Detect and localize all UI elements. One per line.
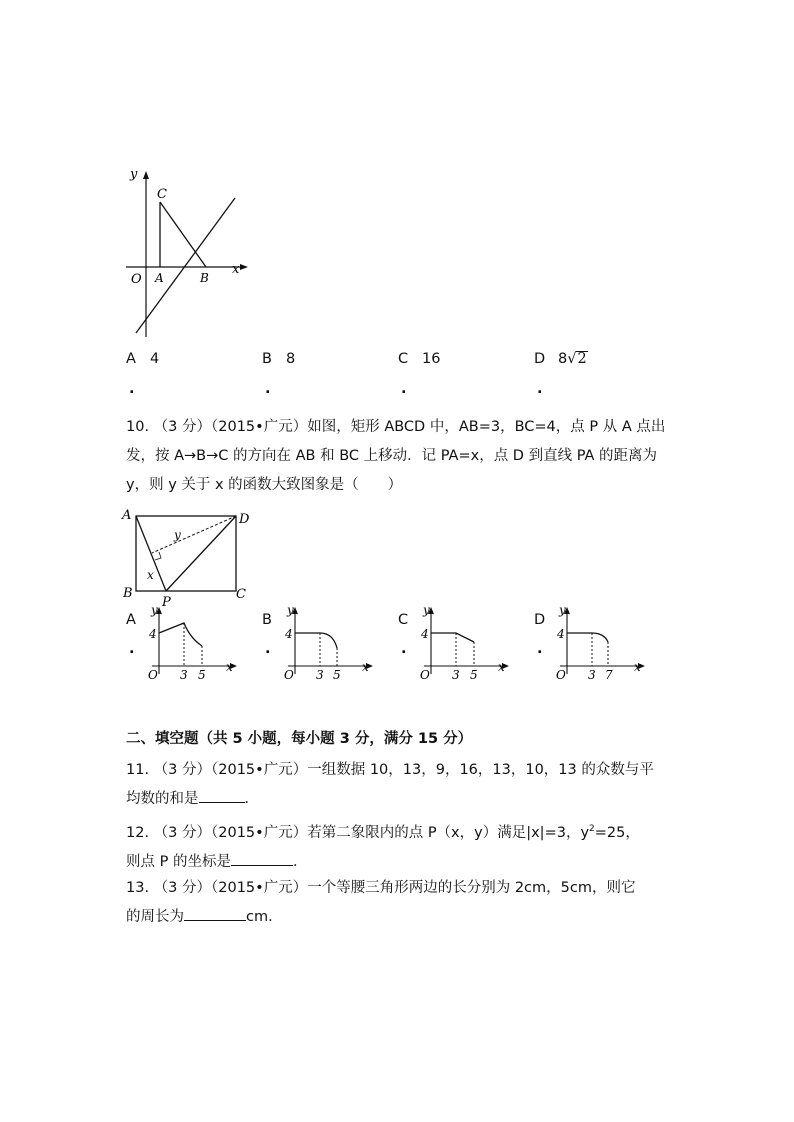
q10-c-y-label: y — [423, 604, 430, 617]
q10-c-tick-1: 3 — [452, 668, 460, 682]
q12-line1: 12. （3 分）（2015•广元）若第二象限内的点 P（x，y）满足|x|=3，$y^2=25$， — [126, 824, 640, 841]
q9-dot-c: . — [401, 381, 407, 397]
q10-b-tick-1: 3 — [316, 668, 324, 682]
q10-label-c: C — [236, 587, 246, 602]
q10-d-x-label: x — [634, 660, 641, 674]
q10-d-origin: O — [556, 668, 566, 682]
q10-figure — [118, 505, 258, 610]
q9-label-o: O — [131, 272, 142, 287]
q10-label-b: B — [123, 586, 133, 601]
q11-answer-blank[interactable] — [199, 788, 245, 803]
q13-text — [126, 874, 686, 932]
q10-dot-a: . — [129, 641, 135, 657]
q10-dot-c: . — [401, 641, 407, 657]
q10-a-origin: O — [148, 668, 158, 682]
q10-b-y-label: y — [287, 604, 294, 617]
q10-a-tick-4: 4 — [149, 627, 157, 641]
q9-label-y: y — [130, 167, 138, 182]
q11-text — [126, 756, 686, 814]
q10-text — [126, 413, 686, 500]
q10-label-d: D — [239, 512, 250, 527]
q10-c-tick-4: 4 — [421, 627, 429, 641]
q10-label-y: y — [174, 528, 181, 542]
q10-graph-b — [278, 604, 378, 682]
q9-options — [126, 351, 686, 371]
q11-line2: 均数的和是 ． — [126, 785, 686, 814]
q10-d-tick-4: 4 — [557, 627, 565, 641]
q10-graph-d — [550, 604, 650, 682]
q10-d-tick-2: 7 — [605, 668, 613, 682]
section-heading: 二、填空题（共 5 小题，每小题 3 分，满分 15 分） — [126, 731, 473, 747]
q12-line2: 则点 P 的坐标是 ． — [126, 848, 686, 877]
q9-dot-a: . — [129, 381, 135, 397]
q10-line2: 发，按 A→B→C 的方向在 AB 和 BC 上移动．记 PA=x，点 D 到直线 PA 的距离为 — [126, 448, 658, 464]
q10-label-p: P — [162, 595, 171, 610]
q10-c-origin: O — [420, 668, 430, 682]
q10-d-tick-1: 3 — [588, 668, 596, 682]
q9-option-d[interactable]: D 8√2 — [534, 351, 587, 367]
q10-graph-a — [142, 604, 242, 682]
q9-label-b: B — [200, 271, 209, 285]
q13-line1: 13. （3 分）（2015•广元）一个等腰三角形两边的长分别为 2cm，5cm，则它 — [126, 880, 636, 896]
q10-a-tick-2: 5 — [198, 668, 206, 682]
q10-label-x: x — [147, 568, 154, 582]
q9-label-c: C — [157, 187, 167, 202]
q10-option-a[interactable]: A — [126, 612, 136, 628]
q10-c-x-label: x — [498, 660, 505, 674]
q9-option-a[interactable]: A 4 — [126, 351, 160, 367]
q10-b-origin: O — [284, 668, 294, 682]
q11-line1: 11. （3 分）（2015•广元）一组数据 10，13，9，16，13，10，13 的众数与平 — [126, 762, 654, 778]
q9-label-x: x — [232, 262, 240, 277]
q10-option-b[interactable]: B — [262, 612, 272, 628]
q10-a-tick-1: 3 — [180, 668, 188, 682]
q10-option-d[interactable]: D — [534, 612, 546, 628]
q9-figure — [118, 165, 253, 340]
q10-d-y-label: y — [559, 604, 566, 617]
q10-b-x-label: x — [362, 660, 369, 674]
q10-b-tick-4: 4 — [285, 627, 293, 641]
q10-dot-d: . — [537, 641, 543, 657]
q9-dot-b: . — [265, 381, 271, 397]
sqrt-radicand: 2 — [577, 351, 587, 367]
q10-label-a: A — [122, 508, 132, 523]
q9-dot-d: . — [537, 381, 543, 397]
q10-graph-c — [414, 604, 514, 682]
q9-option-b[interactable]: B 8 — [262, 351, 296, 367]
q10-line3: y，则 y 关于 x 的函数大致图象是（ ） — [126, 477, 403, 493]
q10-dot-b: . — [265, 641, 271, 657]
q10-b-tick-2: 5 — [333, 668, 341, 682]
q13-line2: 的周长为 cm． — [126, 903, 686, 932]
q10-line1: 10. （3 分）（2015•广元）如图，矩形 ABCD 中，AB=3，BC=4，点 P 从 A 点出 — [126, 419, 666, 435]
q10-a-x-label: x — [226, 660, 233, 674]
q12-text — [126, 815, 686, 877]
q10-a-y-label: y — [151, 604, 158, 617]
q10-c-tick-2: 5 — [470, 668, 478, 682]
q10-option-c[interactable]: C — [398, 612, 409, 628]
q13-answer-blank[interactable] — [184, 906, 246, 921]
q9-label-a: A — [155, 271, 164, 285]
q12-answer-blank[interactable] — [231, 851, 293, 866]
q9-option-c[interactable]: C 16 — [398, 351, 441, 367]
